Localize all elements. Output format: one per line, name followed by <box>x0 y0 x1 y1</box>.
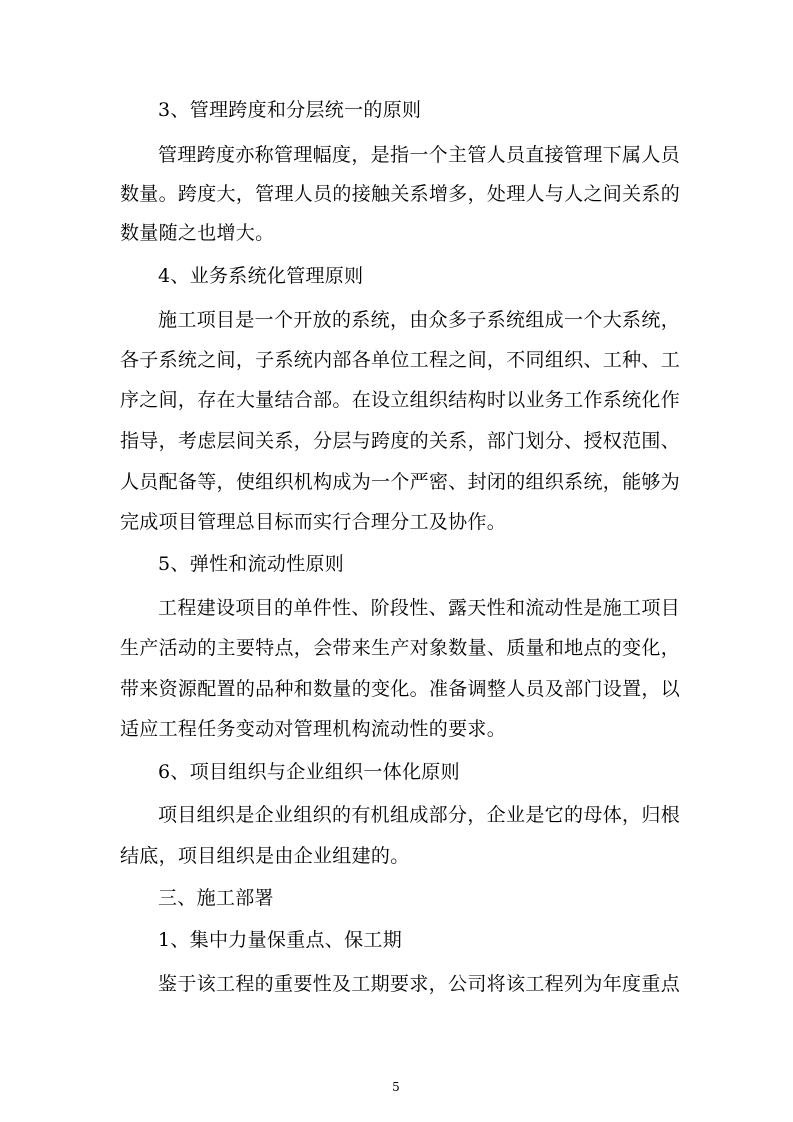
paragraph-line: 数量随之也增大。 <box>120 222 275 244</box>
section-heading: 3、管理跨度和分层统一的原则 <box>158 99 422 121</box>
section-heading: 5、弹性和流动性原则 <box>158 553 345 575</box>
section-heading: 三、施工部署 <box>158 887 274 909</box>
paragraph-line: 结底，项目组织是由企业组建的。 <box>120 845 410 867</box>
paragraph-line: 施工项目是一个开放的系统，由众多子系统组成一个大系统， <box>158 309 680 331</box>
paragraph-line: 适应工程任务变动对管理机构流动性的要求。 <box>120 718 507 740</box>
section-heading: 4、业务系统化管理原则 <box>158 265 364 287</box>
paragraph-line: 指导，考虑层间关系，分层与跨度的关系，部门划分、授权范围、 <box>120 430 680 452</box>
paragraph-line: 各子系统之间，子系统内部各单位工程之间，不同组织、工种、工 <box>120 349 680 371</box>
paragraph-line: 项目组织是企业组织的有机组成部分，企业是它的母体，归根 <box>158 804 680 826</box>
paragraph-line: 生产活动的主要特点，会带来生产对象数量、质量和地点的变化， <box>120 637 680 659</box>
section-heading: 1、集中力量保重点、保工期 <box>158 929 402 951</box>
paragraph-line: 带来资源配置的品种和数量的变化。准备调整人员及部门设置，以 <box>120 678 680 700</box>
paragraph-line: 工程建设项目的单件性、阶段性、露天性和流动性是施工项目 <box>158 597 680 619</box>
paragraph-line: 管理跨度亦称管理幅度，是指一个主管人员直接管理下属人员 <box>158 144 680 166</box>
section-heading: 6、项目组织与企业组织一体化原则 <box>158 761 460 783</box>
paragraph-line: 鉴于该工程的重要性及工期要求，公司将该工程列为年度重点 <box>158 973 680 995</box>
page-number: 5 <box>392 1080 400 1094</box>
paragraph-line: 数量。跨度大，管理人员的接触关系增多，处理人与人之间关系的 <box>120 183 680 205</box>
paragraph-line: 完成项目管理总目标而实行合理分工及协作。 <box>120 511 507 533</box>
paragraph-line: 人员配备等，使组织机构成为一个严密、封闭的组织系统，能够为 <box>120 471 680 493</box>
paragraph-line: 序之间，存在大量结合部。在设立组织结构时以业务工作系统化作 <box>120 389 680 411</box>
